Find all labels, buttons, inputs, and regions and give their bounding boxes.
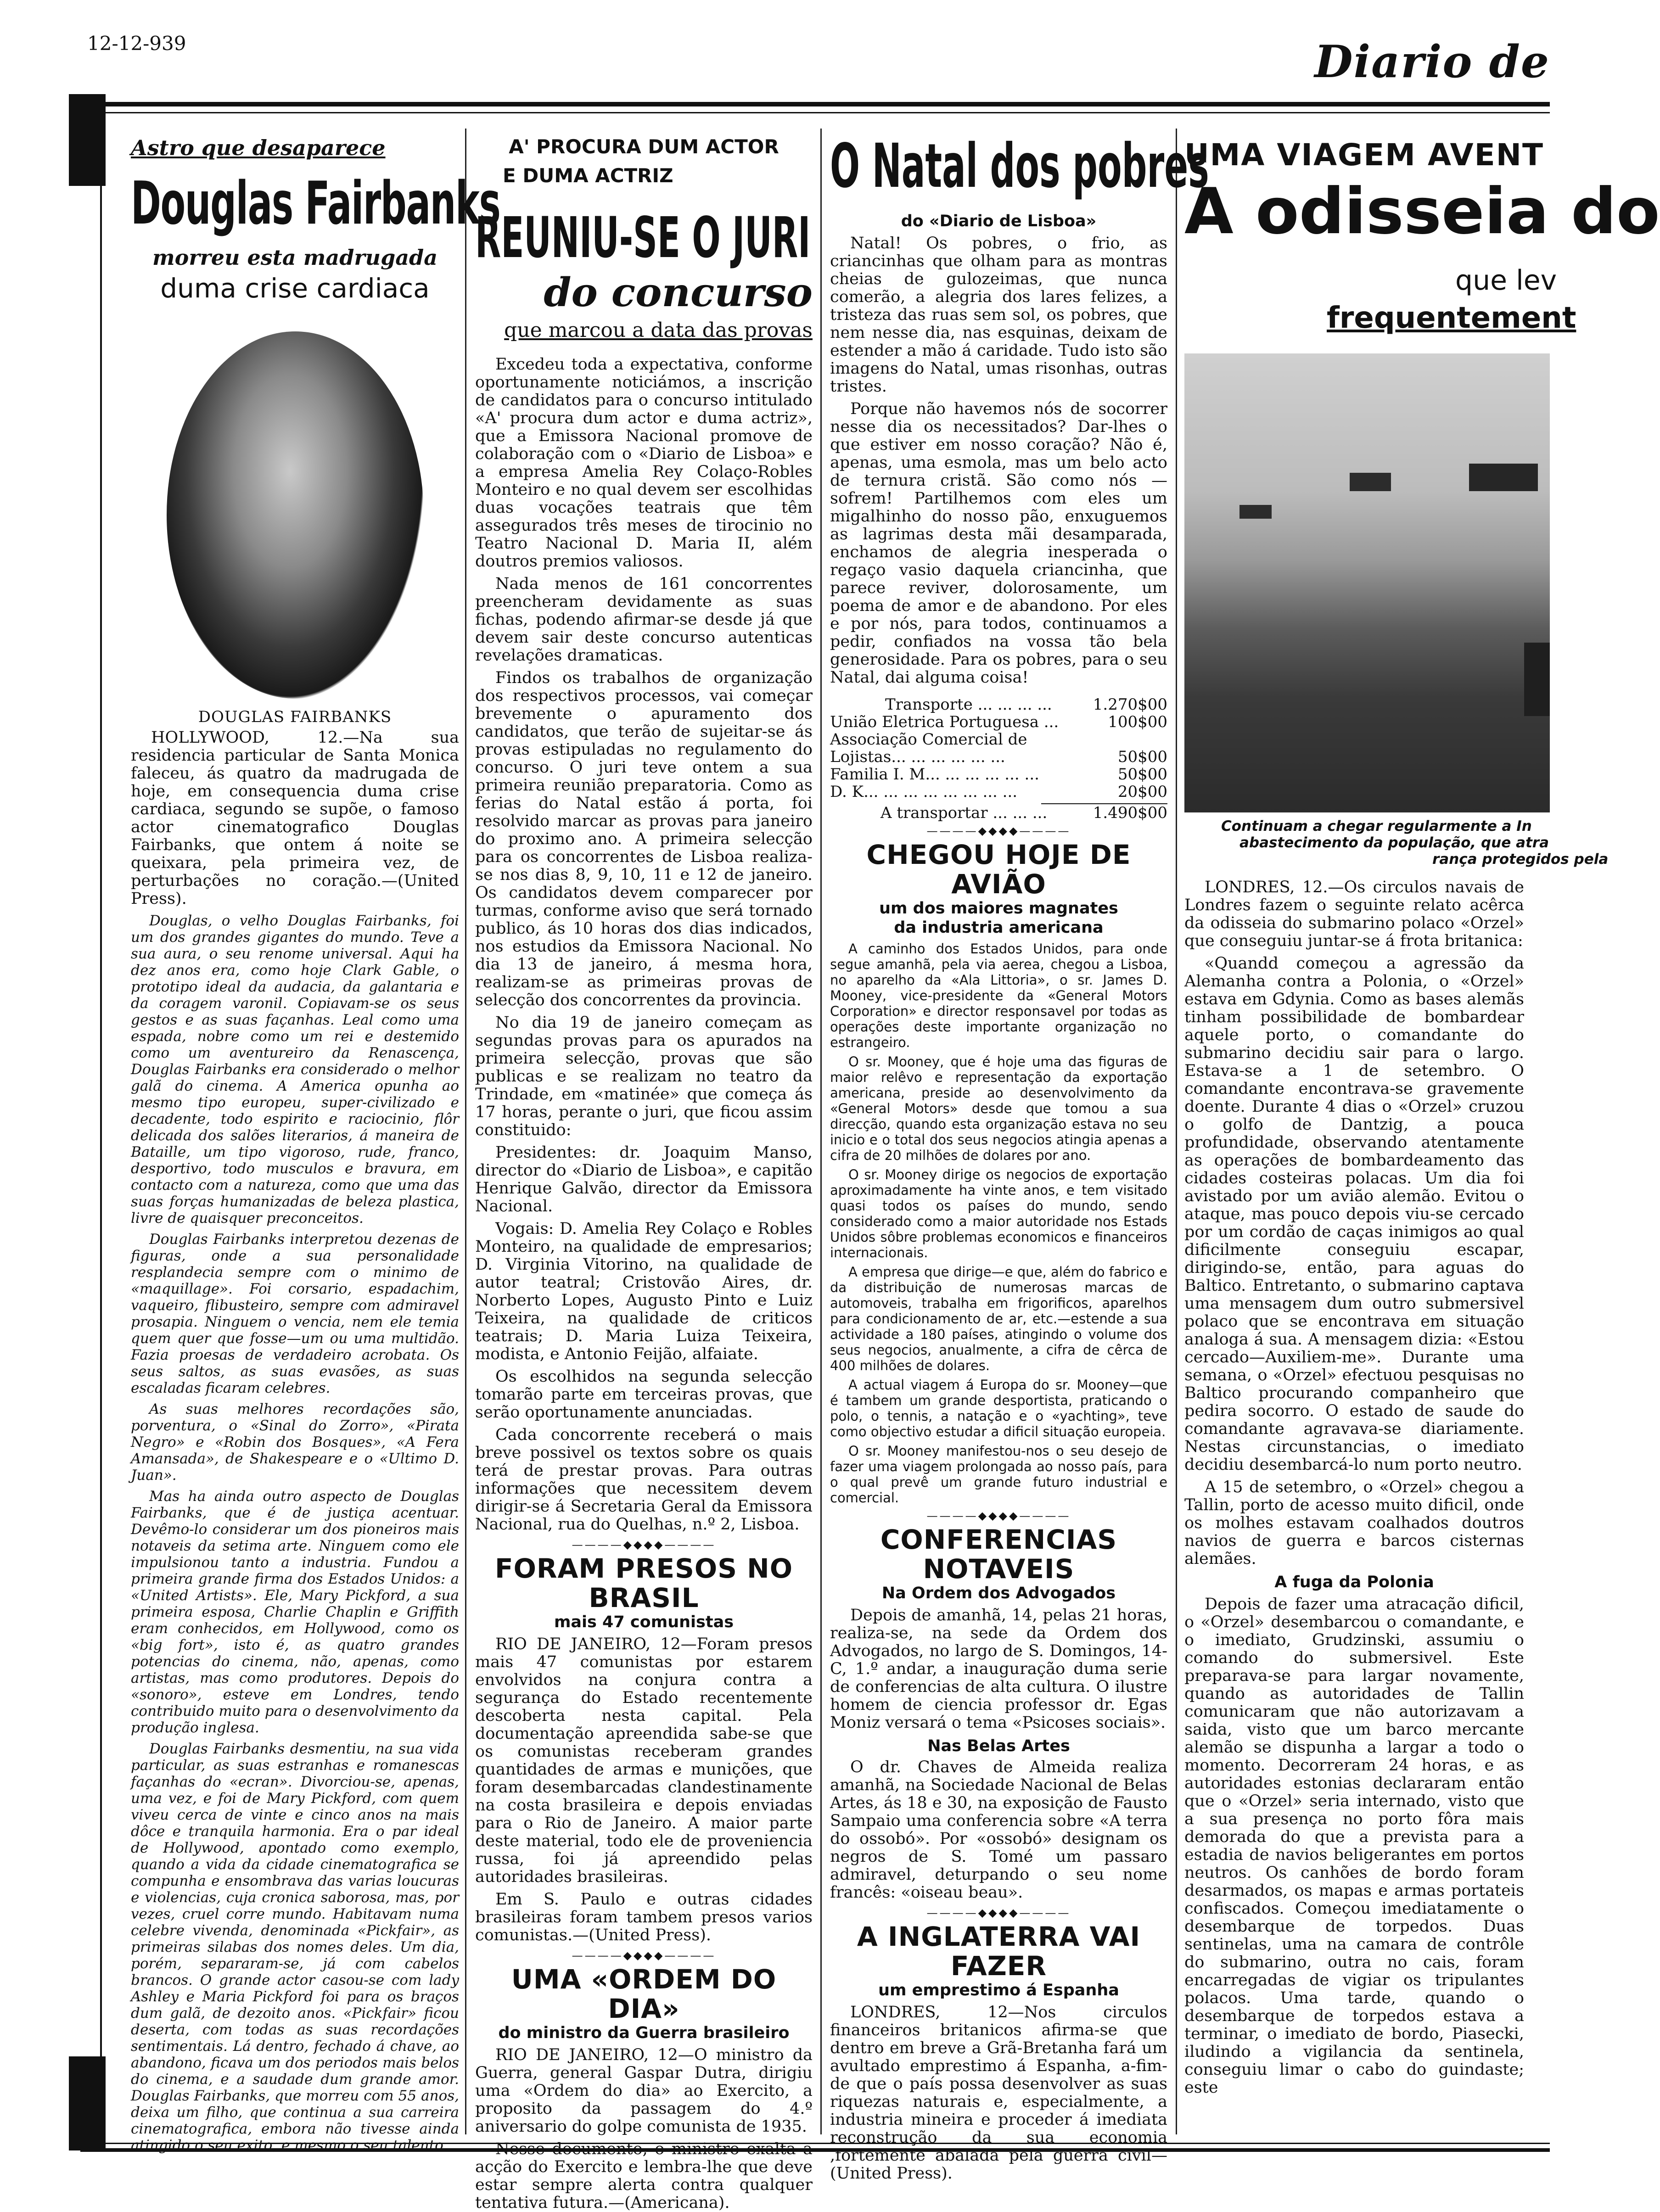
article-paragraph: Depois de fazer uma atracação dificil, o «Orzel» desembarcou o comandante, e o imediato, Grudzinski, assumiu o comando do submersivel. Este preparava-se para largar novamente, quando as autoridades de Tallin comunicaram que não autorizavam a saida, visto que um barco mercante alemão se dispunha a largar a todo o momento. Decorreram 24 horas, e as autoridades estonias declararam então que o «Orzel» seria internado, visto que a sua presença no porto fôra mais demorada do que a prevista para a estadia de navios beligerantes em portos neutros. Os canhões de bordo foram desarmados, os mapas e armas portateis confiscados. Começou imediatamente o desembarque de torpedos. Duas sentinelas, uma na camara de contrôle do submarino, outra no cais, foram encarregadas de vigiar os tripulantes polacos. Uma tarde, quando o desembarque de torpedos estava a terminar, o imediato de bordo, Piasecki, iludindo a vigilancia da sentinela, conseguiu limar o cabo do guindaste; este	[1184, 1595, 1524, 2097]
column-separator-2	[820, 129, 822, 2134]
article-paragraph: Douglas, o velho Douglas Fairbanks, foi um dos grandes gigantes do mundo. Teve a sua aura, o seu renome universal. Aqui ha dez anos era, como hoje Clark Gable, o prototipo ideal da audacia, da galantaria e da coragem varonil. Copiavam-se os seus gestos e as suas façanhas. Leal como uma espada, nobre como um rei e destemido como um aventureiro da Renascença, Douglas Fairbanks era considerado o melhor galã do cinema. A America opunha ao mesmo tipo europeu, super-civilizado e decadente, todo espirito e raciocinio, flôr delicada dos salões literarios, á maneira de Bataille, um tipo vigoroso, rude, franco, desportivo, todo musculos e bravura, em contacto com a natureza, como que uma das suas forças humanizadas de beleza plastica, livre de quaisquer preconceitos.	[131, 913, 459, 1226]
article-paragraph: Presidentes: dr. Joaquim Manso, director do «Diario de Lisboa», e capitão Henrique Galvão, director da Emissora Nacional.	[475, 1143, 813, 1215]
article-paragraph: Os escolhidos na segunda selecção tomarão parte em terceiras provas, que serão oportunamente anunciadas.	[475, 1367, 813, 1422]
article-paragraph: Excedeu toda a expectativa, conforme oportunamente noticiámos, a inscrição de candidatos para o concurso intitulado «A' procura dum actor e duma actriz», que a Emissora Nacional promove de colaboração com o «Diario de Lisboa» e a empresa Amelia Rey Colaço-Robles Monteiro e no qual devem ser escolhidas duas vocações teatrais que têm assegurados três meses de tirocinio no Teatro Nacional D. Maria II, além doutros premios valiosos.	[475, 355, 813, 571]
article-paragraph: Em S. Paulo e outras cidades brasileiras foram tambem presos varios comunistas.—(United Press).	[475, 1890, 813, 1944]
ordem-subhead: do ministro da Guerra brasileiro	[498, 2024, 790, 2042]
masthead: Diario de	[1314, 36, 1550, 88]
belas-artes-subhead: Nas Belas Artes	[927, 1737, 1070, 1755]
article-paragraph: O sr. Mooney dirige os negocios de exportação aproximadamente ha vinte anos, e tem visitado quasi todos os países do mundo, sendo considerado como a maior autoridade nos Estads Unidos sôbre problemas economicos e financeiros internacionais.	[830, 1167, 1167, 1260]
article-paragraph: O dr. Chaves de Almeida realiza amanhã, na Sociedade Nacional de Belas Artes, ás 18 e 30, na exposição de Fausto Sampaio uma conferencia sobre «A terra do ossobó». Por «ossobó» designam os negros de S. Tomé um passaro admiravel, deturpando o seu nome francês: «oiseau beau».	[830, 1758, 1167, 1902]
section-divider: ————◆◆◆◆————	[572, 1949, 716, 1962]
article-paragraph: Vogais: D. Amelia Rey Colaço e Robles Monteiro, na qualidade de empresarios; D. Virginia Vitorino, na qualidade de autor teatral; Cristovão Aires, dr. Norberto Lopes, Augusto Pinto e Luiz Teixeira, na qualidade de criticos teatrais; D. Maria Luiza Teixeira, modista, e Antonio Feijão, alfaiate.	[475, 1220, 813, 1363]
article-subhead: do «Diario de Lisboa»	[901, 212, 1097, 230]
ledger-total: A transportar ... ... ... 1.490$00	[880, 804, 1167, 822]
article-paragraph: A caminho dos Estados Unidos, para onde segue amanhã, pela via aerea, chegou a Lisboa, no aparelho da «Ala Littoria», o sr. James D. Mooney, vice-presidente da «General Motors Corporation» e director responsavel por todas as operações deste importante organização no estrangeiro.	[830, 941, 1167, 1050]
top-rule-thick	[80, 102, 1550, 106]
ordem-headline: UMA «ORDEM DO DIA»	[511, 1964, 777, 2024]
article-lead: HOLLYWOOD, 12.—Na sua residencia particular de Santa Monica faleceu, ás quatro da madrugada de hoje, em consequencia duma crise cardiaca, segundo se supõe, o famoso actor cinematografico Douglas Fairbanks, que ontem á noite se queixara, pela primeira vez, de perturbações no coração.—(United Press).	[131, 728, 459, 908]
article-natal-dos-pobres	[830, 131, 1209, 2183]
article-douglas-fairbanks	[131, 135, 500, 2154]
article-kicker-2: E DUMA ACTRIZ	[503, 164, 673, 187]
section-divider: ————◆◆◆◆————	[926, 824, 1071, 837]
article-paragraph: Findos os trabalhos de organização dos respectivos processos, vai começar brevemente o apuramento dos candidatos, que terão de sujeitar-se ás provas estipuladas no regulamento do concurso. O juri teve ontem a sua primeira reunião preparatoria. Como as ferias do Natal estão á porta, foi resolvido marcar as provas para janeiro do proximo ano. A primeira selecção para os concorrentes de Lisboa realiza-se nos dias 8, 9, 10, 11 e 12 de janeiro. Os candidatos devem comparecer por turmas, conforme aviso que será tornado publico, ás 10 horas dos dias indicados, nos estudios da Emissora Nacional. No dia 13 de janeiro, á mesma hora, realizam-se as primeiras provas de selecção dos concorrentes da provincia.	[475, 669, 813, 1009]
brasil-headline: FORAM PRESOS NO BRASIL	[494, 1553, 793, 1613]
article-paragraph: «Quandd começou a agressão da Alemanha contra a Polonia, o «Orzel» estava em Gdynia. Como as bases alemãs tinham possibilidade de bombardear aquele porto, o comandante do submarino decidiu sair para o largo. Estava-se a 1 de setembro. O comandante encontrava-se gravemente doente. Durante 4 dias o «Orzel» cruzou o golfo de Dantzig, a pouca profundidade, observando atentamente as operações de bombardeamento das cidades costeiras polacas. Um dia foi avistado por um avião alemão. Evitou o ataque, mas pouco depois viu-se cercado por um cordão de caças inimigos ao qual dificilmente conseguiu escapar, dirigindo-se, então, para aguas do Baltico. Entretanto, o submarino captava uma mensagem dum outro submersivel polaco que se encontrava em situação analoga á sua. A mensagem dizia: «Estou cercado—Auxiliem-me». Durante uma semana, o «Orzel» efectuou pesquisas no Baltico procurando companheiro que pedira socorro. O estado de saude do comandante agravava-se diariamente. Nestas circunstancias, o imediato decidiu desembarcá-lo num porto neutro.	[1184, 954, 1524, 1474]
ledger-row: Transporte ... ... ... ... 1.270$00	[885, 695, 1167, 714]
article-paragraph: Mas ha ainda outro aspecto de Douglas Fairbanks, que é de justiça acentuar. Devêmo-lo considerar um dos pioneiros mais notaveis da setima arte. Ninguem como ele impulsionou tanto a industria. Fundou a primeira grande firma dos Estados Unidos: a «United Artists». Ele, Mary Pickford, a sua primeira esposa, Charlie Chaplin e Griffith eram conhecidos, em Hollywood, como os «big fort», isto é, as quatro grandes potencias do cinema, não, apenas, como artistas, mas como produtores. Depois do «sonoro», esteve em Londres, tendo contribuido muito para o desenvolvimento da produção inglesa.	[131, 1488, 459, 1736]
aviao-headline: CHEGOU HOJE DE AVIÃO	[866, 839, 1131, 900]
article-paragraph: Cada concorrente receberá o mais breve possivel os textos sobre os quais terá de prestar provas. Para outras informações que necessitem devem dirigir-se á Secretaria Geral da Emissora Nacional, rua do Quelhas, n.º 2, Lisboa.	[475, 1426, 813, 1534]
article-paragraph: As suas melhores recordações são, porventura, o «Sinal do Zorro», «Pirata Negro» e «Robin dos Bosques», «A Fera Amansada», de Shakespeare e o «Ultimo D. Juan».	[131, 1401, 459, 1484]
article-deck-1: que lev	[1455, 264, 1557, 297]
article-deck-1: morreu esta madrugada	[152, 245, 438, 270]
aviao-subhead-1: um dos maiores magnates	[879, 899, 1118, 918]
article-paragraph: Natal! Os pobres, o frio, as criancinhas que olham para as montras cheias de gulozeimas, que nunca comerão, a alegria dos lares felizes, a tristeza das ruas sem sol, os pobres, que nem nesse dia, nas esquinas, deixam de estender a mão á caridade. Tudo isto são imagens do Natal, umas risonhas, outras tristes.	[830, 234, 1167, 396]
photo-caption-1: Continuam a chegar regularmente a In	[1221, 818, 1532, 834]
article-deck-2: duma crise cardiaca	[160, 273, 430, 304]
section-divider: ————◆◆◆◆————	[572, 1538, 716, 1551]
article-paragraph: RIO DE JANEIRO, 12—O ministro da Guerra, general Gaspar Dutra, dirigiu uma «Ordem do dia» ao Exercito, a proposito da passagem do 4.º aniversario do golpe comunista de 1935.	[475, 2046, 813, 2136]
margin-line	[100, 186, 102, 2056]
article-paragraph: A 15 de setembro, o «Orzel» chegou a Tallin, porto de acesso muito dificil, onde os molhes estavam coalhados doutros navios de guerra e barcos cisternas alemães.	[1184, 1478, 1524, 1568]
article-paragraph: A empresa que dirige—e que, além do fabrico e da distribuição de numerosas marcas de automoveis, trabalha em frigorificos, aparelhos para condicionamento de ar, etc.—estende a sua actividade a 180 países, atingindo o volume dos seus negocios, anualmente, a cifra de cêrca de 400 milhões de dolares.	[830, 1264, 1167, 1373]
ledger-row: Associação Comercial de Lojistas... ... ... ... ... ... 50$00	[830, 730, 1167, 766]
inglaterra-subhead: um emprestimo á Espanha	[878, 1981, 1119, 1999]
page-date: 12-12-939	[87, 32, 186, 55]
article-deck-2: frequentement	[1327, 301, 1576, 335]
article-kicker: Astro que desaparece	[131, 135, 386, 160]
article-paragraph: Douglas Fairbanks interpretou dezenas de figuras, onde a sua personalidade resplandecia sempre com o minimo de «maquillage». Foi corsario, espadachim, vaqueiro, flibusteiro, sempre com admiravel prosapia. Ninguem o vencia, nem ele temia quem quer que fosse—um ou uma multidão. Fazia proesas de verdadeiro acrobata. Os seus saltos, as suas evasões, as suas escaladas ficaram celebres.	[131, 1231, 459, 1396]
ship-silhouette	[1239, 505, 1272, 519]
column-separator-3	[1176, 129, 1177, 2134]
column-separator-1	[465, 129, 466, 2134]
donation-ledger	[830, 696, 1167, 822]
article-headline: REUNIU-SE O JURI	[475, 205, 811, 270]
ships-photo	[1184, 353, 1550, 812]
inglaterra-headline: A INGLATERRA VAI FAZER	[857, 1921, 1141, 1982]
top-rule-thin	[80, 112, 1550, 113]
article-paragraph: LONDRES, 12—Nos circulos financeiros britanicos afirma-se que dentro em breve a Grã-Bretanha fará um avultado emprestimo á Espanha, a-fim-de que o país possa desenvolver as suas riquezas naturais e, especialmente, a industria mineira e proceder á imediata reconstrução da sua economia ,fortemente abalada pela guerra civil—(United Press).	[830, 2003, 1167, 2183]
fuga-subhead: A fuga da Polonia	[1274, 1573, 1434, 1591]
article-paragraph: O sr. Mooney manifestou-nos o seu desejo de fazer uma viagem prolongada ao nosso país, para o qual prevê um grande futuro industrial e comercial.	[830, 1443, 1167, 1506]
article-paragraph: No dia 19 de janeiro começam as segundas provas para os apurados na primeira selecção, provas que são publicas e se realizam no teatro da Trindade, em «matinée» que começa ás 17 horas, perante o juri, que ficou assim constituido:	[475, 1014, 813, 1139]
photo-caption: DOUGLAS FAIRBANKS	[198, 708, 392, 726]
ledger-row: D. K... ... ... ... ... ... ... ... 20$00	[830, 783, 1167, 801]
article-paragraph: Nada menos de 161 concorrentes preencheram devidamente as suas fichas, podendo afirmar-se desde já que devem sair deste concurso autenticas revelações dramaticas.	[475, 575, 813, 665]
margin-block-top	[69, 94, 106, 186]
article-paragraph: Nesse documento, o ministro exalta a acção do Exercito e lembra-lhe que deve estar sempre alerta contra qualquer tentativa futura.—(Americana).	[475, 2140, 813, 2212]
brasil-subhead: mais 47 comunistas	[554, 1613, 734, 1631]
article-paragraph: A actual viagem á Europa do sr. Mooney—que é tambem um grande desportista, praticando o polo, o tennis, a natação e o «yachting», teve como objectivo estudar a dificil situação europeia.	[830, 1377, 1167, 1439]
article-headline: O Natal dos pobres	[830, 131, 1209, 202]
article-concurso	[475, 135, 813, 2212]
portrait-photo	[167, 331, 424, 699]
photo-caption-3: rança protegidos pela	[1432, 851, 1609, 868]
conferencias-headline: CONFERENCIAS NOTAVEIS	[880, 1524, 1117, 1585]
article-headline: Douglas Fairbanks	[131, 169, 500, 238]
article-kicker-1: A' PROCURA DUM ACTOR	[509, 135, 779, 158]
ship-silhouette	[1469, 464, 1538, 491]
article-paragraph: Porque não havemos nós de socorrer nesse dia os necessitados? Dar-lhes o que estiver em nosso coração? Não é, apenas, uma esmola, mas um belo acto de ternura cristã. São como nós — sofrem! Partilhemos com eles um migalhinho do nosso pão, enxuguemos as lagrimas desta mãi desamparada, enchamos de alegria inesperada o regaço vasio daquela criancinha, que parece reviver, dolorosamente, um poema de amor e de abandono. Por eles e por nós, para todos, continuamos a pedir, confiados na vossa tão bela generosidade. Para os pobres, para o seu Natal, dai alguma coisa!	[830, 400, 1167, 687]
article-paragraph: O sr. Mooney, que é hoje uma das figuras de maior relêvo e representação da exportação americana, preside ao desenvolvimento da «General Motors» desde que tomou a sua direcção, quando esta organização estava no seu inicio e o total dos seus negocios atingia apenas a cifra de 20 milhões de dolares por ano.	[830, 1054, 1167, 1163]
article-paragraph: Douglas Fairbanks desmentiu, na sua vida particular, as suas estranhas e romanescas façanhas do «ecran». Divorciou-se, apenas, uma vez, e foi de Mary Pickford, com quem viveu cerca de vinte e cinco anos na mais dôce e tranquila harmonia. Era o par ideal de Hollywood, apontado como exemplo, quando a vida da cidade cinematografica se compunha e ensombrava das varias loucuras e violencias, cuja cronica saborosa, mas, por vezes, cruel corre mundo. Habitavam numa celebre vivenda, denominada «Pickfair», as primeiras silabas dos nomes deles. Um dia, porém, separaram-se, já com cabelos brancos. O grande actor casou-se com lady Ashley e Maria Pickford foi para os braços dum galã, de dezoito anos. «Pickfair» ficou deserta, com todas as suas recordações sentimentais. Lá dentro, fechado á chave, ao abandono, ficava um dos periodos mais belos do cinema, e a saudade dum grande amor. Douglas Fairbanks, que morreu com 55 anos, deixa um filho, que continua a sua carreira cinematografica, embora não tivesse ainda atingido o seu exito, e mesmo o seu talento.	[131, 1741, 459, 2154]
article-paragraph: RIO DE JANEIRO, 12—Foram presos mais 47 comunistas por estarem envolvidos na conjura contra a segurança do Estado recentemente descoberta nesta capital. Pela documentação apreendida sabe-se que os comunistas receberam grandes quantidades de armas e munições, que foram desembarcadas clandestinamente na costa brasileira e depois enviadas para o Rio de Janeiro. A maior parte deste material, todo ele de proveniencia russa, foi já apreendido pelas autoridades brasileiras.	[475, 1635, 813, 1886]
article-kicker: UMA VIAGEM AVENT	[1184, 137, 1544, 173]
section-divider: ————◆◆◆◆————	[926, 1509, 1071, 1522]
ship-silhouette	[1524, 643, 1550, 716]
section-divider: ————◆◆◆◆————	[926, 1906, 1071, 1919]
conferencias-subhead: Na Ordem dos Advogados	[881, 1584, 1116, 1602]
article-headline: A odisseia do	[1184, 174, 1660, 248]
article-deck-2: que marcou a data das provas	[504, 319, 813, 342]
ship-silhouette	[1350, 473, 1391, 491]
article-paragraph: LONDRES, 12.—Os circulos navais de Londres fazem o seguinte relato acêrca da odisseia do submarino polaco «Orzel» que conseguiu juntar-se á frota britanica:	[1184, 878, 1524, 950]
article-deck-1: do concurso	[544, 269, 813, 316]
article-paragraph: Depois de amanhã, 14, pelas 21 horas, realiza-se, na sede da Ordem dos Advogados, no largo de S. Domingos, 14-C, 1.º andar, a inauguração duma serie de conferencias de alta cultura. O ilustre homem de ciencia professor dr. Egas Moniz versará o tema «Psicoses sociais».	[830, 1606, 1167, 1732]
margin-block-bottom	[69, 2056, 106, 2150]
aviao-subhead-2: da industria americana	[894, 918, 1104, 937]
photo-caption-2: abastecimento da população, que atra	[1239, 834, 1549, 851]
ledger-row: União Eletrica Portuguesa ... 100$00	[830, 713, 1167, 731]
ledger-row: Familia I. M... ... ... ... ... ... 50$00	[830, 765, 1167, 784]
article-odisseia	[1184, 131, 1660, 2137]
